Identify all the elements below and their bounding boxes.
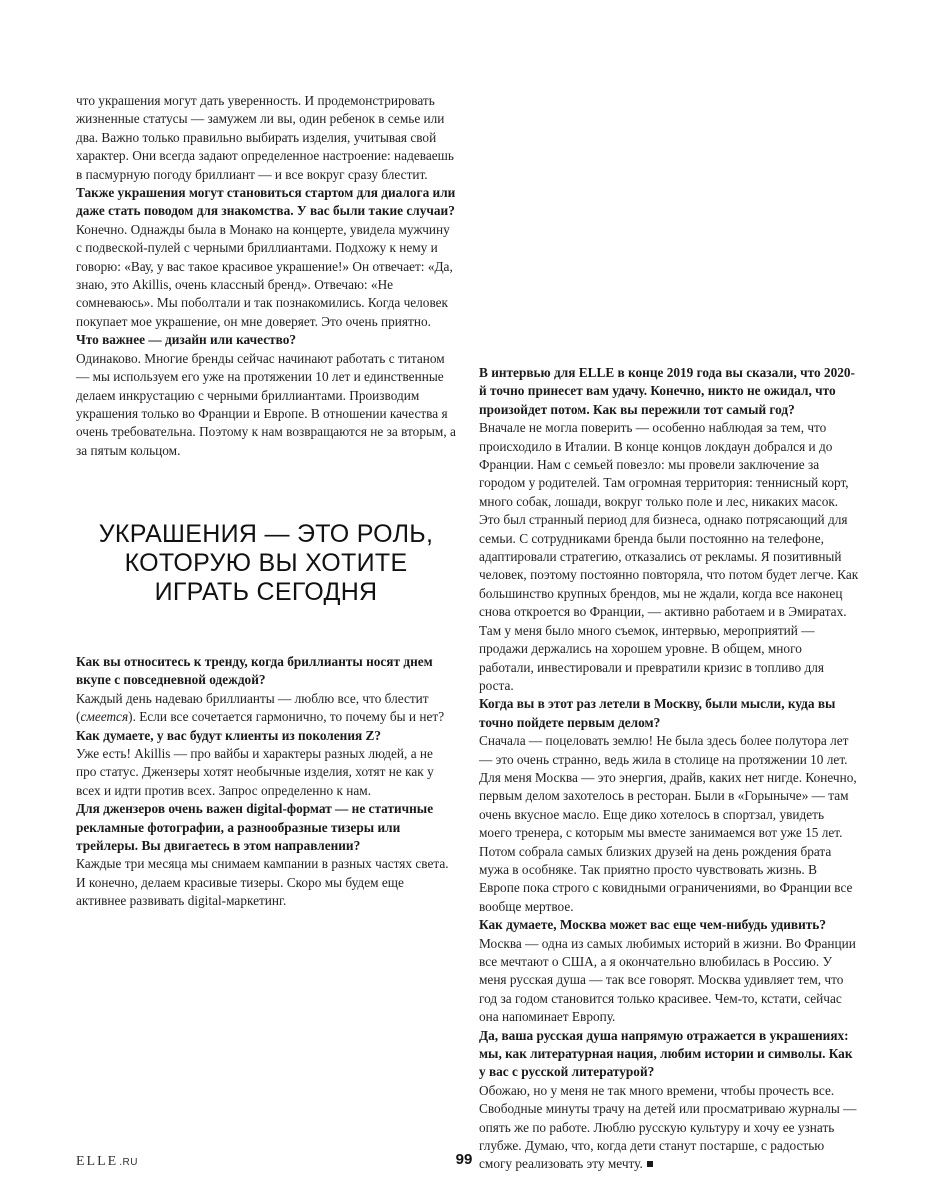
left-column-bottom xyxy=(76,653,456,911)
end-of-article-square-icon xyxy=(647,1161,653,1167)
logo-suffix: .RU xyxy=(119,1157,138,1168)
answer-text: Одинаково. Многие бренды сейчас начинают работать с титаном — мы используем его уже на протяжении 10 лет и единственные делаем инкрустацию с черными бриллиантами. Производим украшения только во Франции и Европе. В отношении качества я очень требовательна. Поэтому к нам возвращаются не за вторым, а за пятым кольцом. xyxy=(76,350,456,458)
answer-text xyxy=(479,1082,859,1174)
answer-text: Каждые три месяца мы снимаем кампании в разных частях света. И конечно, делаем красивые тизеры. Скоро мы будем еще активнее развивать digital-маркетинг. xyxy=(76,856,449,909)
interview-question: Также украшения могут становиться стартом для диалога или даже стать поводом для знакомства. У вас были такие случаи? xyxy=(76,185,456,219)
answer-text: что украшения могут дать уверенность. И продемонстрировать жизненные статусы — замужем ли вы, один ребенок в семье или два. Важно только правильно выбирать изделия, учитывая свой характер. Они всегда задают определенное настроение: надеваешь в пасмурную погоду бриллиант — и все вокруг сразу блестит. xyxy=(76,93,454,182)
pull-quote-line: КОТОРУЮ ВЫ ХОТИТЕ xyxy=(124,549,408,577)
page-number: 99 xyxy=(455,1151,473,1168)
answer-text: Вначале не могла поверить — особенно наблюдая за тем, что происходило в Италии. В конце концов локдаун добрался и до Франции. Нам с семьей повезло: мы провели заключение за городом у родителей. Там огромная территория: теннисный корт, много собак, лошади, вокруг только поле и лес, никаких масок. Это был странный период для бизнеса, однако потрясающий для семьи. С сотрудниками бренда были постоянно на телефоне, адаптировали стратегию, отказались от рекламы. Я позитивный человек, поэтому постоянно повторяла, что потом будет легче. Как большинство крупных брендов, мы не ждали, когда все наконец снова откроется во Франции, — активно работаем и в Эмиратах. Там у меня было много съемок, интервью, мероприятий — продажи держались на хорошем уровне. В общем, много работали, инвестировали и превратили кризис в топливо для роста. xyxy=(479,420,859,693)
answer-text: Уже есть! Akillis — про вайбы и характеры разных людей, а не про статус. Джензеры хотят необычные изделия, хотят не как у всех и идти против всех. Запрос определенно к нам. xyxy=(76,746,434,798)
italic-remark: смеется xyxy=(80,709,129,725)
interview-question: Да, ваша русская душа напрямую отражается в украшениях: мы, как литературная нация, любим истории и символы. Как у вас с русской литературой? xyxy=(479,1027,853,1080)
pull-quote-line: УКРАШЕНИЯ — ЭТО РОЛЬ, xyxy=(98,520,434,548)
logo-main: ELLE xyxy=(76,1154,119,1169)
interview-question: Как думаете, у вас будут клиенты из поколения Z? xyxy=(76,727,382,743)
pull-quote-line: ИГРАТЬ СЕГОДНЯ xyxy=(154,578,378,606)
answer-text: Сначала — поцеловать землю! Не была здесь более полутора лет — это очень странно, ведь жила в столице на протяжении 10 лет. Для меня Москва — это энергия, драйв, каких нет нигде. Конечно, первым делом захотелось в ресторан. Были в «Горыныче» — там очень вкусное масло. Еще дико хотелось в спортзал, увидеть моего тренера, с которым мы вместе занимаемся вот уже 15 лет. Потом собрала самых близких друзей на день рождения брата мужа в особняке. Так приятно просто чувствовать жизнь. В Европе пока строго с ковидными ограничениями, во Франции все вообще мертвое. xyxy=(479,733,857,914)
interview-question: Что важнее — дизайн или качество? xyxy=(76,332,297,348)
answer-text xyxy=(76,690,456,727)
magazine-logo xyxy=(76,1154,138,1170)
answer-text-part: Обожаю, но у меня не так много времени, чтобы прочесть все. Свободные минуты трачу на детей или просматриваю журналы — опять же по работе. Люблю русскую культуру и хочу ее узнать глубже. Думаю, что, когда дети станут постарше, с радостью смогу реализовать эту мечту. xyxy=(479,1082,857,1172)
interview-question: Когда вы в этот раз летели в Москву, были мысли, куда вы точно пойдете первым делом? xyxy=(479,696,836,730)
left-column-top xyxy=(76,92,456,460)
answer-text-part: Каждый день надеваю бриллианты — люблю все, что блестит ( xyxy=(76,690,429,725)
interview-question: Как вы относитесь к тренду, когда бриллианты носят днем вкупе с повседневной одеждой? xyxy=(76,654,433,688)
answer-text: Москва — одна из самых любимых историй в жизни. Во Франции все мечтают о США, а я окончательно влюбилась в Россию. У меня русская душа — так все говорят. Москва удивляет тем, что год за годом становится только красивее. Чем-то, кстати, сейчас она напоминает Европу. xyxy=(479,935,856,1025)
interview-question: Для джензеров очень важен digital-формат — не статичные рекламные фотографии, а разнообразные тизеры или трейлеры. Вы двигаетесь в этом направлении? xyxy=(76,801,434,854)
pull-quote xyxy=(76,520,456,607)
interview-question: Как думаете, Москва может вас еще чем-нибудь удивить? xyxy=(479,917,826,933)
right-column xyxy=(479,364,859,1174)
interview-question: В интервью для ELLE в конце 2019 года вы сказали, что 2020-й точно принесет вам удачу. Конечно, никто не ожидал, что произойдет потом. Как вы пережили тот самый год? xyxy=(479,365,855,417)
answer-text: Конечно. Однажды была в Монако на концерте, увидела мужчину с подвеской-пулей с черными бриллиантами. Подхожу к нему и говорю: «Вау, у вас такое красивое украшение!» Он отвечает: «Да, знаю, это Akillis, очень классный бренд». Отвечаю: «Не сомневаюсь». Мы поболтали и так познакомились. Когда человек покупает мое украшение, он мне доверяет. Это очень приятно. xyxy=(76,221,453,329)
answer-text-part: ). Если все сочетается гармонично, то почему бы и нет? xyxy=(128,709,445,725)
